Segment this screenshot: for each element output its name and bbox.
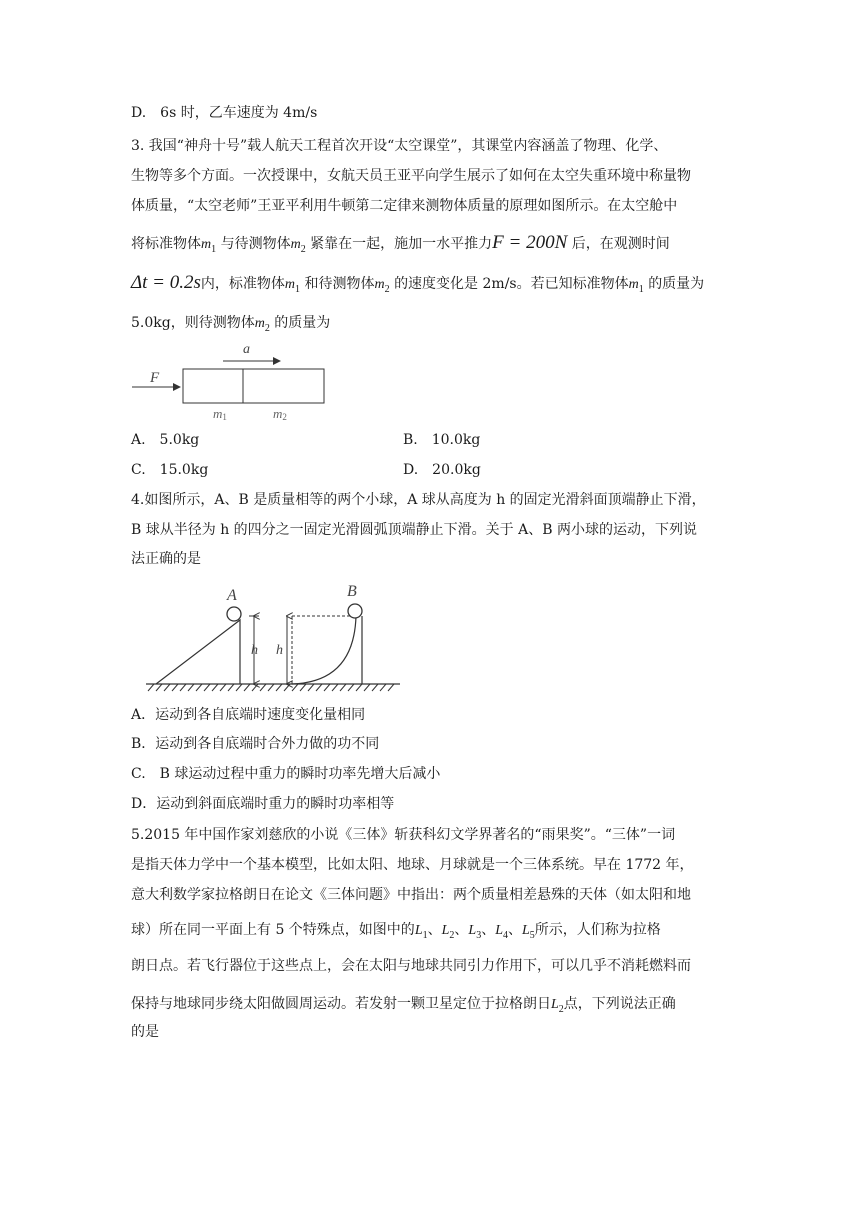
lagrange-l5: [522, 923, 535, 941]
force-equation: F = 200N: [492, 232, 568, 253]
q3-option-b[interactable]: B. 10.0kg: [403, 432, 481, 448]
delta-t-equation: Δt = 0.2s: [131, 272, 201, 293]
q5-stem-line-1: 5.2015 年中国作家刘慈欣的小说《三体》斩获科幻文学界著名的“雨果奖”。“三体”一词: [131, 827, 676, 843]
q3-text-d: 后，在观测时间: [571, 236, 670, 252]
m1-letter: m: [201, 237, 212, 252]
force-label: F: [150, 370, 160, 386]
accel-label: a: [243, 342, 250, 357]
q5-text-b: 所示，人们称为拉格: [534, 922, 661, 938]
q5-stem-line-7: 的是: [131, 1024, 159, 1040]
m2-symbol: [290, 237, 306, 255]
separator: 、: [454, 922, 469, 938]
q3-stem-line-4: [131, 233, 670, 260]
l4-letter: L: [495, 923, 503, 938]
q3-stem-line-6: [131, 313, 330, 339]
q2-option-d: D. 6s 时，乙车速度为 4m/s: [131, 105, 318, 121]
q5-text-d: 点，下列说法正确: [563, 996, 676, 1012]
q3-stem-line-2: 生物等多个方面。一次授课中，女航天员王亚平向学生展示了如何在太空失重环境中称量物: [131, 168, 691, 184]
q3-option-c[interactable]: C. 15.0kg: [131, 462, 209, 478]
ball-a: [227, 607, 241, 621]
block-m1: [183, 369, 243, 403]
l5-subscript: 5: [529, 929, 535, 941]
l3-subscript: 3: [476, 929, 482, 941]
separator: 、: [481, 922, 496, 938]
q5-stem-line-5: 朗日点。若飞行器位于这些点上，会在太阳与地球共同引力作用下，可以几乎不消耗燃料而: [131, 958, 691, 974]
m1-subscript: 1: [295, 283, 301, 295]
q3-text-j: 的质量为: [274, 315, 331, 331]
m1-symbol: [201, 237, 217, 255]
q3-text-g: 的速度变化是 2m/s。若已知标准物体: [394, 276, 629, 292]
ball-b-label: B: [347, 583, 357, 600]
m1-symbol: [284, 277, 301, 295]
m1-letter: m: [284, 277, 296, 292]
l2-subscript: 2: [558, 1003, 564, 1015]
q4-option-d[interactable]: D．运动到斜面底端时重力的瞬时功率相等: [131, 796, 395, 812]
l1-subscript: 1: [422, 929, 428, 941]
q5-text-c: 保持与地球同步绕太阳做圆周运动。若发射一颗卫星定位于拉格朗日: [131, 996, 551, 1012]
lagrange-l1: [414, 923, 428, 941]
m2-letter: m: [374, 277, 385, 292]
m1-letter: m: [628, 277, 639, 292]
q3-text-b: 与待测物体: [220, 236, 291, 252]
q3-option-d[interactable]: D. 20.0kg: [403, 462, 481, 478]
q3-text-c: 紧靠在一起，施加一水平推力: [310, 236, 493, 252]
lagrange-l2: [441, 923, 455, 941]
l2-letter: L: [551, 997, 559, 1012]
quarter-arc: [292, 616, 356, 684]
separator: 、: [427, 922, 442, 938]
q4-stem-line-2: B 球从半径为 h 的四分之一固定光滑圆弧顶端静止下滑。关于 A、B 两小球的运动，下列说: [131, 522, 697, 538]
q4-option-c[interactable]: C. B 球运动过程中重力的瞬时功率先增大后减小: [131, 766, 441, 782]
q4-option-a[interactable]: A．运动到各自底端时速度变化量相同: [131, 707, 366, 723]
l1-letter: L: [414, 923, 423, 938]
lagrange-l4: [495, 923, 508, 941]
m2-subscript: 2: [384, 283, 390, 295]
q3-text-h: 的质量为: [648, 276, 705, 292]
l5-letter: L: [522, 923, 530, 938]
ball-a-label: A: [227, 587, 237, 604]
l3-letter: L: [468, 923, 477, 938]
lagrange-l2-inline: [551, 997, 564, 1015]
l2-subscript: 2: [449, 929, 455, 941]
q3-text-a: 将标准物体: [131, 236, 201, 252]
lagrange-l3: [468, 923, 482, 941]
q5-stem-line-2: 是指天体力学中一个基本模型，比如太阳、地球、月球就是一个三体系统。早在 1772 年，: [131, 857, 694, 873]
m1-subscript: 1: [638, 283, 644, 295]
m2-subscript: 2: [300, 243, 306, 255]
separator: 、: [508, 922, 522, 938]
q5-stem-line-4: [131, 920, 661, 946]
q5-stem-line-3: 意大利数学家拉格朗日在论文《三体问题》中指出：两个质量相差悬殊的天体（如太阳和地: [131, 887, 691, 903]
m2-symbol: [374, 277, 390, 295]
m2-letter: m: [290, 237, 301, 252]
block-m1-label: m1: [213, 406, 227, 420]
m1-symbol: [628, 277, 644, 295]
q5-text-a: 球）所在同一平面上有 5 个特殊点，如图中的: [131, 922, 415, 938]
q4-option-b[interactable]: B．运动到各自底端时合外力做的功不同: [131, 736, 380, 752]
height-b-label: h: [276, 643, 283, 658]
q4-incline-arc-figure: [128, 578, 408, 698]
q3-stem-line-3: 体质量，“太空老师”王亚平利用牛顿第二定律来测物体质量的原理如图所示。在太空舱中: [131, 198, 678, 214]
q4-stem-line-3: 法正确的是: [131, 551, 201, 567]
ball-b: [348, 604, 362, 618]
height-a-label: h: [251, 643, 258, 658]
q3-stem-line-1: 3. 我国“神舟十号”载人航天工程首次开设“太空课堂”，其课堂内容涵盖了物理、化学、: [131, 138, 668, 154]
q3-option-a[interactable]: A. 5.0kg: [131, 432, 200, 448]
q4-stem-line-1: 4.如图所示，A、B 是质量相等的两个小球，A 球从高度为 h 的固定光滑斜面顶端静止下滑，: [131, 492, 706, 508]
q5-stem-line-6: [131, 994, 676, 1020]
q3-stem-line-5: [131, 273, 704, 300]
m2-subscript: 2: [264, 322, 270, 334]
incline-ramp: [156, 620, 240, 684]
l2-letter: L: [441, 923, 450, 938]
q3-text-f: 和待测物体: [304, 276, 375, 292]
l4-subscript: 4: [503, 929, 508, 941]
m1-subscript: 1: [211, 243, 217, 255]
block-m2: [243, 369, 324, 403]
m2-symbol: [254, 316, 270, 334]
block-m2-label: m2: [273, 406, 287, 420]
q3-text-e: 内，标准物体: [200, 276, 285, 292]
q3-blocks-figure: [130, 338, 340, 420]
q3-text-i: 5.0kg，则待测物体: [131, 315, 255, 331]
m2-letter: m: [254, 316, 265, 331]
ground-hatch: [148, 684, 394, 691]
